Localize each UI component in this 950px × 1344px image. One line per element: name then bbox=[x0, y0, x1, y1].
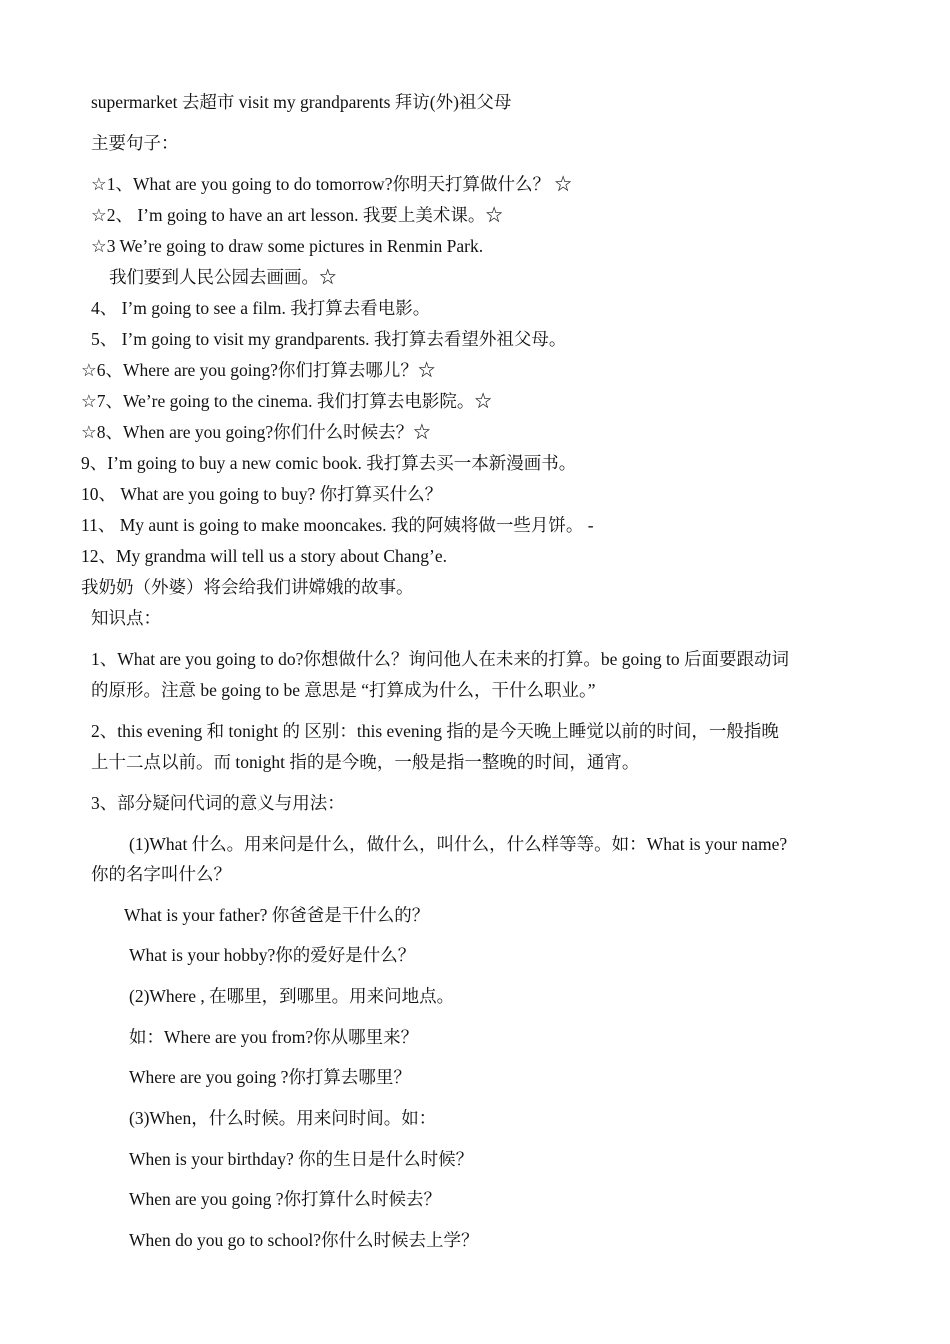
example-line: When do you go to school?你什么时候去上学？ bbox=[129, 1230, 479, 1250]
sentence-5: 5、 I’m going to visit my grandparents. 我打算去看望外祖父母。 bbox=[91, 329, 567, 349]
point-2-line-1: 2、this evening 和 tonight 的 区别：this evening 指的是今天晚上睡觉以前的时间，一般指晚 bbox=[91, 721, 779, 741]
sentence-1: ☆1、What are you going to do tomorrow?你明天打算做什么？ ☆ bbox=[91, 174, 572, 194]
sentence-3: ☆3 We’re going to draw some pictures in Renmin Park. bbox=[91, 236, 484, 256]
section-heading: 知识点： bbox=[91, 608, 161, 628]
sentence-10: 10、 What are you going to buy? 你打算买什么？ bbox=[81, 484, 443, 504]
example-line: When is your birthday? 你的生日是什么时候？ bbox=[129, 1149, 474, 1169]
what-definition-cont: 你的名字叫什么？ bbox=[91, 864, 231, 884]
sentence-3-translation: 我们要到人民公园去画画。☆ bbox=[109, 267, 337, 287]
sentence-4: 4、 I’m going to see a film. 我打算去看电影。 bbox=[91, 298, 431, 318]
point-1-line-2: 的原形。注意 be going to be 意思是 “打算成为什么，干什么职业。” bbox=[91, 680, 596, 700]
example-line: Where are you going ?你打算去哪里？ bbox=[129, 1067, 411, 1087]
point-1-line-1: 1、What are you going to do?你想做什么？询问他人在未来的打算。be going to 后面要跟动词 bbox=[91, 649, 789, 669]
sentence-11: 11、 My aunt is going to make mooncakes. 我的阿姨将做一些月饼。 - bbox=[81, 515, 594, 535]
point-2-line-2: 上十二点以前。而 tonight 指的是今晚，一般是指一整晚的时间，通宵。 bbox=[91, 752, 640, 772]
section-heading: 主要句子： bbox=[91, 133, 179, 153]
example-line: What is your hobby?你的爱好是什么？ bbox=[129, 945, 416, 965]
what-definition: (1)What 什么。用来问是什么，做什么，叫什么，什么样等等。如：What is your name? bbox=[129, 834, 788, 854]
sentence-7: ☆7、We’re going to the cinema. 我们打算去电影院。☆ bbox=[81, 391, 492, 411]
when-definition: (3)When，什么时候。用来问时间。如： bbox=[129, 1108, 437, 1128]
vocab-line: supermarket 去超市 visit my grandparents 拜访(外)祖父母 bbox=[91, 92, 512, 112]
where-definition: (2)Where , 在哪里，到哪里。用来问地点。 bbox=[129, 986, 455, 1006]
example-line: When are you going ?你打算什么时候去？ bbox=[129, 1189, 442, 1209]
sentence-12-translation: 我奶奶（外婆）将会给我们讲嫦娥的故事。 bbox=[81, 577, 414, 597]
example-line: 如：Where are you from?你从哪里来？ bbox=[129, 1027, 419, 1047]
example-line: What is your father? 你爸爸是干什么的？ bbox=[124, 905, 430, 925]
sentence-8: ☆8、When are you going?你们什么时候去？☆ bbox=[81, 422, 431, 442]
sentence-6: ☆6、Where are you going?你们打算去哪儿？☆ bbox=[81, 360, 436, 380]
sentence-9: 9、I’m going to buy a new comic book. 我打算去买一本新漫画书。 bbox=[81, 453, 577, 473]
sentence-2: ☆2、 I’m going to have an art lesson. 我要上美术课。☆ bbox=[91, 205, 503, 225]
sentence-12: 12、My grandma will tell us a story about Chang’e. bbox=[81, 546, 447, 566]
point-3-heading: 3、部分疑问代词的意义与用法： bbox=[91, 793, 345, 813]
